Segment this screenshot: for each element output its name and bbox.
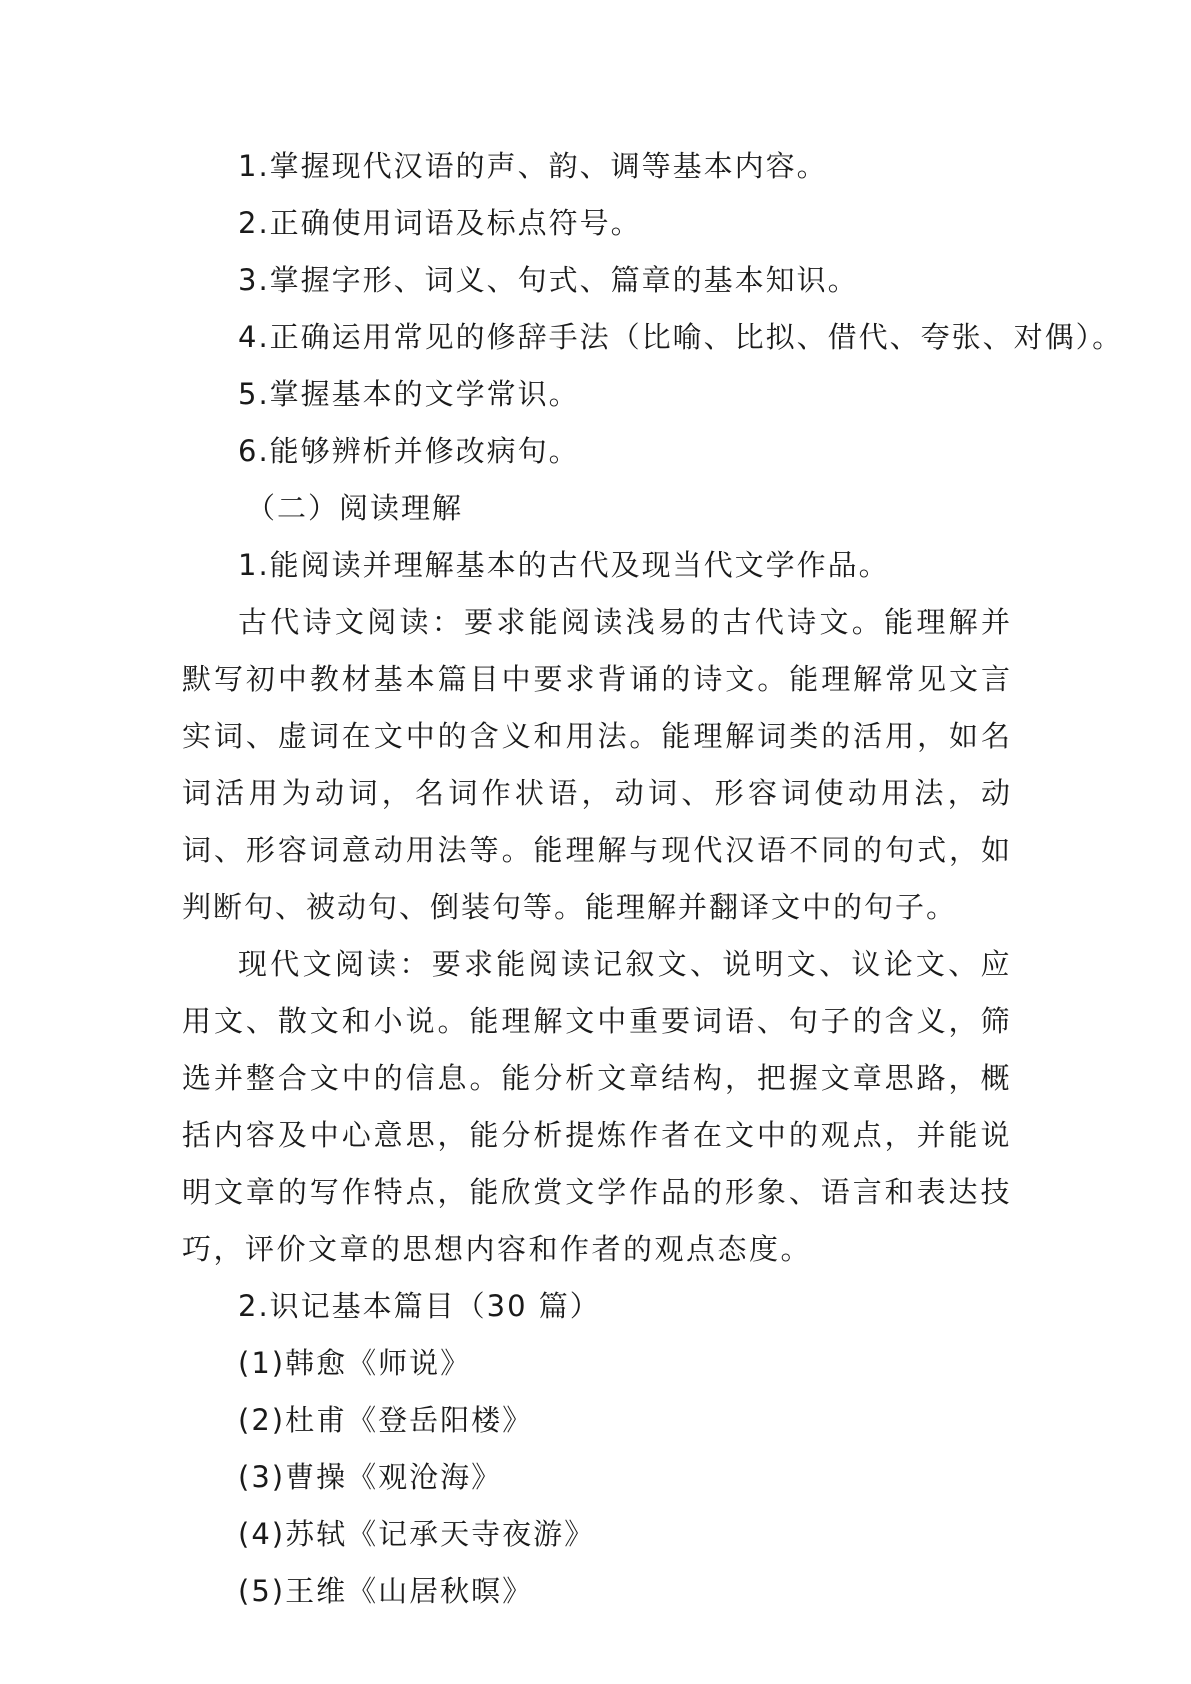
list-item: 2.正确使用词语及标点符号。 <box>238 206 642 240</box>
work-item: (2)杜甫《登岳阳楼》 <box>238 1403 534 1437</box>
paragraph-ancient-reading: 古代诗文阅读：要求能阅读浅易的古代诗文。能理解并默写初中教材基本篇目中要求背诵的诗文。能理解常见文言实词、虚词在文中的含义和用法。能理解词类的活用，如名词活用为动词，名词作状语，动词、形容词使动用法，动词、形容词意动用法等。能理解与现代汉语不同的句式，如判断句、被动句、倒装句等。能理解并翻译文中的句子。 <box>182 605 1012 924</box>
work-item: (4)苏轼《记承天寺夜游》 <box>238 1517 596 1551</box>
work-item: (5)王维《山居秋暝》 <box>238 1574 534 1608</box>
list-item: 5.掌握基本的文学常识。 <box>238 377 580 411</box>
list-item: 4.正确运用常见的修辞手法（比喻、比拟、借代、夸张、对偶）。 <box>238 320 1124 354</box>
work-item: (3)曹操《观沧海》 <box>238 1460 503 1494</box>
list-item: 3.掌握字形、词义、句式、篇章的基本知识。 <box>238 263 859 297</box>
list-item: 6.能够辨析并修改病句。 <box>238 434 580 468</box>
work-item: (1)韩愈《师说》 <box>238 1346 472 1380</box>
list-item: 1.能阅读并理解基本的古代及现当代文学作品。 <box>238 548 890 582</box>
list-item: 2.识记基本篇目（30 篇） <box>238 1289 601 1323</box>
document-body <box>182 138 1124 1620</box>
section-heading: （二）阅读理解 <box>246 491 464 525</box>
paragraph-modern-reading: 现代文阅读：要求能阅读记叙文、说明文、议论文、应用文、散文和小说。能理解文中重要词语、句子的含义，筛选并整合文中的信息。能分析文章结构，把握文章思路，概括内容及中心意思，能分析提炼作者在文中的观点，并能说明文章的写作特点，能欣赏文学作品的形象、语言和表达技巧，评价文章的思想内容和作者的观点态度。 <box>182 947 1012 1266</box>
list-item: 1.掌握现代汉语的声、韵、调等基本内容。 <box>238 149 828 183</box>
